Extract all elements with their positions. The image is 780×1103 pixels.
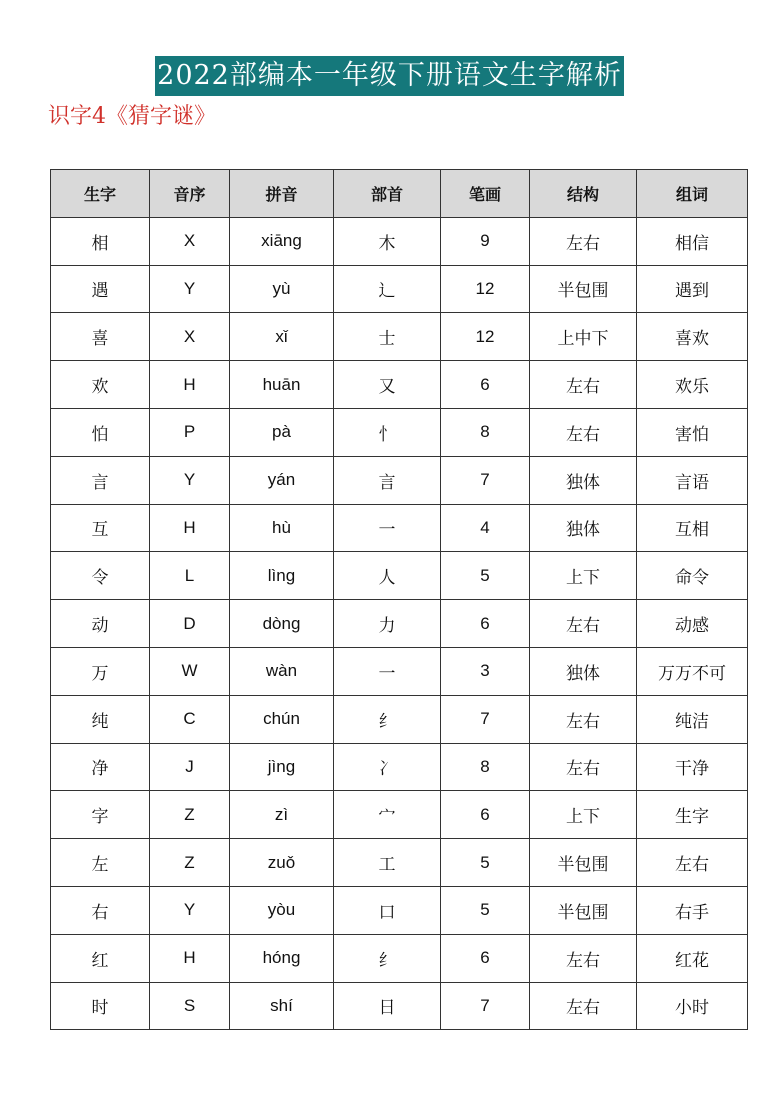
pinyin-cell: hù: [230, 504, 334, 552]
structure-cell: 独体: [530, 504, 637, 552]
character-cell: 红: [51, 934, 150, 982]
initial-cell: H: [150, 934, 230, 982]
header-strokes: 笔画: [441, 170, 530, 218]
table-row: [51, 982, 748, 1030]
strokes-cell: 3: [441, 647, 530, 695]
pinyin-cell: wàn: [230, 647, 334, 695]
strokes-cell: 12: [441, 265, 530, 313]
character-cell: 净: [51, 743, 150, 791]
radical-cell: 辶: [334, 265, 441, 313]
initial-cell: W: [150, 647, 230, 695]
initial-cell: X: [150, 217, 230, 265]
table-row: [51, 743, 748, 791]
pinyin-cell: yù: [230, 265, 334, 313]
structure-cell: 左右: [530, 982, 637, 1030]
radical-cell: 言: [334, 456, 441, 504]
initial-cell: L: [150, 552, 230, 600]
table-row: [51, 647, 748, 695]
header-structure: 结构: [530, 170, 637, 218]
structure-cell: 左右: [530, 695, 637, 743]
character-cell: 欢: [51, 361, 150, 409]
words-cell: 互相: [637, 504, 748, 552]
character-cell: 相: [51, 217, 150, 265]
character-cell: 喜: [51, 313, 150, 361]
page-title: 2022部编本一年级下册语文生字解析: [155, 56, 624, 96]
initial-cell: Y: [150, 886, 230, 934]
strokes-cell: 7: [441, 982, 530, 1030]
radical-cell: 又: [334, 361, 441, 409]
header-radical: 部首: [334, 170, 441, 218]
radical-cell: 士: [334, 313, 441, 361]
words-cell: 红花: [637, 934, 748, 982]
structure-cell: 左右: [530, 361, 637, 409]
words-cell: 相信: [637, 217, 748, 265]
strokes-cell: 5: [441, 839, 530, 887]
initial-cell: Z: [150, 791, 230, 839]
lesson-subtitle: 识字4《猜字谜》: [48, 104, 216, 129]
radical-cell: 纟: [334, 934, 441, 982]
character-cell: 言: [51, 456, 150, 504]
words-cell: 左右: [637, 839, 748, 887]
initial-cell: H: [150, 504, 230, 552]
table-header-row: [51, 170, 748, 218]
initial-cell: Z: [150, 839, 230, 887]
pinyin-cell: chún: [230, 695, 334, 743]
table-row: [51, 934, 748, 982]
words-cell: 干净: [637, 743, 748, 791]
radical-cell: 一: [334, 647, 441, 695]
initial-cell: D: [150, 600, 230, 648]
pinyin-cell: zì: [230, 791, 334, 839]
table-row: [51, 600, 748, 648]
initial-cell: S: [150, 982, 230, 1030]
radical-cell: 一: [334, 504, 441, 552]
table-row: [51, 456, 748, 504]
character-cell: 怕: [51, 408, 150, 456]
pinyin-cell: dòng: [230, 600, 334, 648]
header-initial: 音序: [150, 170, 230, 218]
words-cell: 生字: [637, 791, 748, 839]
words-cell: 言语: [637, 456, 748, 504]
strokes-cell: 5: [441, 552, 530, 600]
radical-cell: 力: [334, 600, 441, 648]
words-cell: 欢乐: [637, 361, 748, 409]
initial-cell: Y: [150, 265, 230, 313]
character-cell: 纯: [51, 695, 150, 743]
structure-cell: 上下: [530, 552, 637, 600]
table-row: [51, 408, 748, 456]
words-cell: 万万不可: [637, 647, 748, 695]
strokes-cell: 7: [441, 695, 530, 743]
words-cell: 动感: [637, 600, 748, 648]
strokes-cell: 7: [441, 456, 530, 504]
radical-cell: 忄: [334, 408, 441, 456]
radical-cell: 人: [334, 552, 441, 600]
structure-cell: 左右: [530, 600, 637, 648]
initial-cell: X: [150, 313, 230, 361]
character-cell: 左: [51, 839, 150, 887]
radical-cell: 冫: [334, 743, 441, 791]
strokes-cell: 8: [441, 408, 530, 456]
strokes-cell: 4: [441, 504, 530, 552]
character-cell: 时: [51, 982, 150, 1030]
structure-cell: 半包围: [530, 886, 637, 934]
structure-cell: 左右: [530, 743, 637, 791]
structure-cell: 左右: [530, 217, 637, 265]
structure-cell: 上中下: [530, 313, 637, 361]
character-cell: 动: [51, 600, 150, 648]
words-cell: 命令: [637, 552, 748, 600]
table-row: [51, 217, 748, 265]
radical-cell: 日: [334, 982, 441, 1030]
structure-cell: 独体: [530, 647, 637, 695]
radical-cell: 木: [334, 217, 441, 265]
character-cell: 右: [51, 886, 150, 934]
structure-cell: 半包围: [530, 265, 637, 313]
initial-cell: Y: [150, 456, 230, 504]
structure-cell: 独体: [530, 456, 637, 504]
radical-cell: 工: [334, 839, 441, 887]
table-row: [51, 839, 748, 887]
words-cell: 喜欢: [637, 313, 748, 361]
radical-cell: 纟: [334, 695, 441, 743]
table-row: [51, 695, 748, 743]
words-cell: 小时: [637, 982, 748, 1030]
character-cell: 令: [51, 552, 150, 600]
strokes-cell: 6: [441, 361, 530, 409]
pinyin-cell: yòu: [230, 886, 334, 934]
character-cell: 字: [51, 791, 150, 839]
table-row: [51, 791, 748, 839]
words-cell: 遇到: [637, 265, 748, 313]
pinyin-cell: lìng: [230, 552, 334, 600]
table-body: [51, 217, 748, 1030]
strokes-cell: 6: [441, 934, 530, 982]
table-row: [51, 886, 748, 934]
strokes-cell: 6: [441, 600, 530, 648]
header-words: 组词: [637, 170, 748, 218]
pinyin-cell: yán: [230, 456, 334, 504]
initial-cell: J: [150, 743, 230, 791]
character-table: [50, 169, 748, 1030]
character-cell: 互: [51, 504, 150, 552]
words-cell: 右手: [637, 886, 748, 934]
structure-cell: 左右: [530, 408, 637, 456]
header-pinyin: 拼音: [230, 170, 334, 218]
words-cell: 害怕: [637, 408, 748, 456]
initial-cell: C: [150, 695, 230, 743]
strokes-cell: 12: [441, 313, 530, 361]
pinyin-cell: xiāng: [230, 217, 334, 265]
pinyin-cell: huān: [230, 361, 334, 409]
strokes-cell: 6: [441, 791, 530, 839]
character-cell: 遇: [51, 265, 150, 313]
pinyin-cell: jìng: [230, 743, 334, 791]
pinyin-cell: shí: [230, 982, 334, 1030]
structure-cell: 上下: [530, 791, 637, 839]
pinyin-cell: zuǒ: [230, 839, 334, 887]
table-row: [51, 552, 748, 600]
words-cell: 纯洁: [637, 695, 748, 743]
radical-cell: 宀: [334, 791, 441, 839]
table-row: [51, 313, 748, 361]
pinyin-cell: xǐ: [230, 313, 334, 361]
header-character: 生字: [51, 170, 150, 218]
table-row: [51, 361, 748, 409]
radical-cell: 口: [334, 886, 441, 934]
pinyin-cell: pà: [230, 408, 334, 456]
table-row: [51, 265, 748, 313]
pinyin-cell: hóng: [230, 934, 334, 982]
structure-cell: 半包围: [530, 839, 637, 887]
strokes-cell: 9: [441, 217, 530, 265]
initial-cell: H: [150, 361, 230, 409]
strokes-cell: 5: [441, 886, 530, 934]
initial-cell: P: [150, 408, 230, 456]
structure-cell: 左右: [530, 934, 637, 982]
strokes-cell: 8: [441, 743, 530, 791]
table-row: [51, 504, 748, 552]
character-cell: 万: [51, 647, 150, 695]
